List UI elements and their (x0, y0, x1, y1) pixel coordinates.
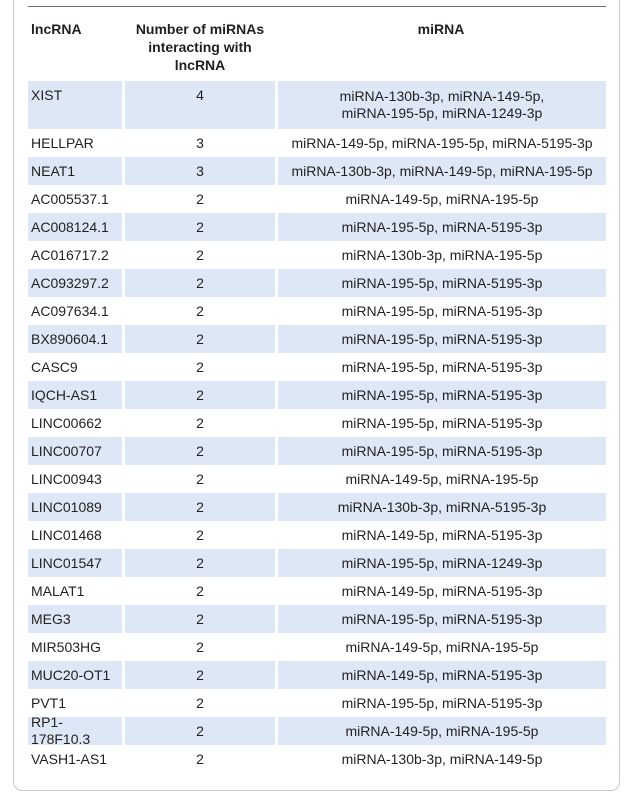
mirna-text (291, 163, 592, 180)
cell-lncrna: PVT1 (31, 694, 67, 711)
table-row (28, 465, 606, 493)
mirna-text (346, 723, 539, 740)
mirna-text (346, 639, 539, 656)
cell-mirna (278, 549, 606, 577)
mirna-text (342, 667, 543, 684)
cell-mirna (278, 577, 606, 605)
cell-count: 2 (196, 526, 204, 543)
cell-mirna (278, 353, 606, 381)
header-number-line-2: interacting with (148, 39, 252, 55)
cell-mirna (278, 213, 606, 241)
table-row (28, 409, 606, 437)
table-row (28, 661, 606, 689)
mirna-text (346, 191, 539, 208)
mirna-text (342, 611, 543, 628)
mirna-line: miRNA-195-5p, miRNA-5195-3p (341, 218, 543, 235)
cell-count: 2 (196, 694, 204, 711)
mirna-text (342, 275, 543, 292)
cell-lncrna: XIST (28, 81, 122, 129)
mirna-line: miRNA-195-5p, miRNA-5195-3p (341, 386, 543, 403)
mirna-line: miRNA-195-5p, miRNA-5195-3p (341, 358, 543, 375)
mirna-line: miRNA-130b-3p, miRNA-149-5p, (339, 88, 545, 104)
mirna-text (342, 331, 543, 348)
cell-count: 4 (125, 81, 275, 129)
cell-mirna (278, 493, 606, 521)
mirna-line: miRNA-195-5p, miRNA-1249-3p (341, 554, 543, 571)
cell-count: 2 (125, 605, 275, 633)
table-row (28, 325, 606, 353)
cell-count: 2 (196, 190, 204, 207)
cell-lncrna: AC097634.1 (31, 302, 109, 319)
table-row (28, 353, 606, 381)
mirna-line: miRNA-195-5p, miRNA-5195-3p (341, 610, 543, 627)
cell-lncrna: LINC01468 (31, 526, 102, 543)
cell-mirna (278, 465, 606, 493)
cell-lncrna: MUC20-OT1 (28, 661, 122, 689)
table-row (28, 714, 606, 747)
cell-mirna (278, 269, 606, 297)
mirna-line: miRNA-149-5p, miRNA-5195-3p (341, 666, 543, 683)
mirna-text (342, 751, 543, 768)
table-row (28, 437, 606, 465)
cell-mirna (278, 241, 606, 269)
table-row (28, 297, 606, 325)
table-row (28, 689, 606, 717)
cell-count: 2 (196, 582, 204, 599)
cell-mirna (278, 661, 606, 689)
mirna-line: miRNA-149-5p, miRNA-195-5p (345, 190, 539, 207)
mirna-line: miRNA-195-5p, miRNA-5195-3p (341, 330, 543, 347)
cell-lncrna: AC008124.1 (28, 213, 122, 241)
mirna-line: miRNA-149-5p, miRNA-195-5p (345, 722, 539, 739)
table-row (28, 157, 606, 185)
mirna-text (342, 443, 543, 460)
cell-mirna (278, 633, 606, 661)
mirna-line: miRNA-130b-3p, miRNA-149-5p (341, 750, 543, 767)
cell-lncrna: MALAT1 (31, 582, 85, 599)
cell-count: 2 (196, 470, 204, 487)
mirna-line: miRNA-130b-3p, miRNA-149-5p, miRNA-195-5p (291, 162, 593, 179)
cell-count: 2 (196, 358, 204, 375)
cell-mirna (278, 129, 606, 157)
cell-mirna (278, 81, 606, 129)
cell-lncrna: AC005537.1 (31, 190, 109, 207)
table-row (28, 381, 606, 409)
cell-lncrna: AC016717.2 (31, 246, 109, 263)
mirna-line: miRNA-149-5p, miRNA-195-5p (345, 638, 539, 655)
table-row (28, 241, 606, 269)
cell-lncrna: VASH1-AS1 (31, 750, 107, 767)
mirna-line: miRNA-149-5p, miRNA-195-5p (345, 470, 539, 487)
cell-mirna (278, 325, 606, 353)
cell-count: 2 (125, 493, 275, 521)
mirna-text (346, 471, 539, 488)
cell-lncrna: LINC01547 (28, 549, 122, 577)
cell-count: 2 (125, 325, 275, 353)
mirna-text (342, 387, 543, 404)
cell-count: 2 (196, 302, 204, 319)
cell-lncrna: LINC00707 (28, 437, 122, 465)
header-lncrna: lncRNA (31, 21, 82, 37)
cell-count: 2 (196, 750, 204, 767)
mirna-line: miRNA-195-5p, miRNA-5195-3p (341, 694, 543, 711)
mirna-text (342, 415, 543, 432)
mirna-text (291, 135, 592, 152)
mirna-line: miRNA-195-5p, miRNA-5195-3p (341, 302, 543, 319)
cell-count: 3 (125, 157, 275, 185)
header-number-of-mirnas (125, 20, 275, 74)
mirna-line: miRNA-149-5p, miRNA-5195-3p (341, 582, 543, 599)
table-body (28, 81, 606, 773)
mirna-line: miRNA-195-5p, miRNA-5195-3p (341, 274, 543, 291)
mirna-line: miRNA-195-5p, miRNA-5195-3p (341, 414, 543, 431)
mirna-text (342, 527, 543, 544)
mirna-text (342, 247, 543, 264)
table-row (28, 605, 606, 633)
table-row (28, 213, 606, 241)
table-row (28, 633, 606, 661)
cell-lncrna: CASC9 (31, 358, 78, 375)
cell-count: 2 (125, 269, 275, 297)
cell-count: 2 (196, 638, 204, 655)
cell-count: 2 (125, 661, 275, 689)
mirna-line: miRNA-195-5p, miRNA-5195-3p (341, 442, 543, 459)
mirna-line: miRNA-195-5p, miRNA-1249-3p (341, 105, 543, 121)
mirna-text (342, 303, 543, 320)
mirna-text (342, 555, 543, 572)
cell-mirna (278, 521, 606, 549)
cell-lncrna: HELLPAR (31, 134, 94, 151)
mirna-line: miRNA-149-5p, miRNA-5195-3p (341, 526, 543, 543)
cell-mirna (278, 745, 606, 773)
header-number-line-3: lncRNA (174, 57, 226, 73)
header-mirna: miRNA (417, 21, 465, 37)
cell-count: 2 (196, 414, 204, 431)
cell-mirna (278, 689, 606, 717)
cell-count: 2 (125, 549, 275, 577)
cell-lncrna: MIR503HG (31, 638, 102, 655)
cell-lncrna: AC093297.2 (28, 269, 122, 297)
table-row (28, 493, 606, 521)
mirna-line: miRNA-149-5p, miRNA-195-5p, miRNA-5195-3p (291, 134, 593, 151)
table-row (28, 185, 606, 213)
cell-lncrna: IQCH-AS1 (28, 381, 122, 409)
table-row (28, 269, 606, 297)
cell-lncrna: LINC01089 (28, 493, 122, 521)
table-row (28, 81, 606, 129)
cell-count: 2 (125, 437, 275, 465)
mirna-line: miRNA-130b-3p, miRNA-195-5p (341, 246, 543, 263)
mirna-line: miRNA-130b-3p, miRNA-5195-3p (337, 498, 547, 515)
cell-mirna (278, 409, 606, 437)
cell-lncrna: RP1-178F10.3 (28, 717, 122, 745)
cell-mirna (278, 185, 606, 213)
cell-mirna (278, 605, 606, 633)
table-row (28, 549, 606, 577)
cell-lncrna: BX890604.1 (28, 325, 122, 353)
mirna-text (342, 219, 543, 236)
cell-mirna (278, 157, 606, 185)
cell-lncrna: NEAT1 (28, 157, 122, 185)
table-row (28, 129, 606, 157)
cell-count: 2 (196, 246, 204, 263)
cell-lncrna: LINC00662 (31, 414, 102, 431)
cell-count: 2 (125, 213, 275, 241)
table-row (28, 745, 606, 773)
cell-lncrna: LINC00943 (31, 470, 102, 487)
cell-mirna (278, 717, 606, 745)
cell-count: 2 (125, 717, 275, 745)
mirna-text (340, 88, 545, 122)
cell-lncrna: MEG3 (28, 605, 122, 633)
table-row (28, 521, 606, 549)
mirna-text (338, 499, 547, 516)
top-rule (28, 6, 606, 7)
mirna-text (342, 359, 543, 376)
mirna-text (342, 695, 543, 712)
cell-mirna (278, 381, 606, 409)
mirna-text (342, 583, 543, 600)
cell-mirna (278, 437, 606, 465)
header-number-line-1: Number of miRNAs (135, 21, 265, 37)
cell-count: 3 (196, 134, 204, 151)
table-row (28, 577, 606, 605)
cell-count: 2 (125, 381, 275, 409)
cell-mirna (278, 297, 606, 325)
